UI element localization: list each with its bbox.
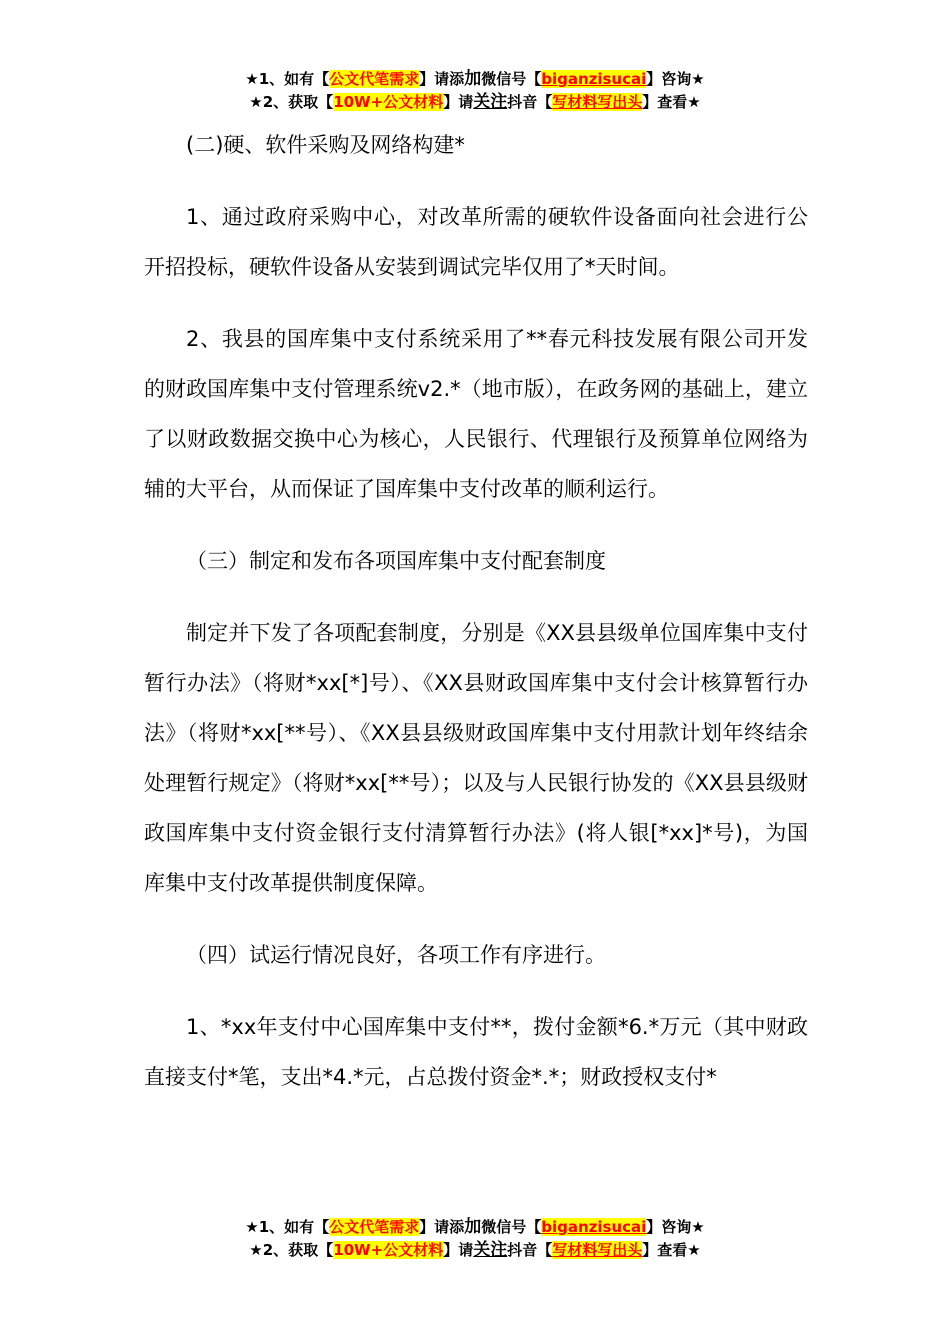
promo-text: 1、如有【 [258, 70, 330, 88]
promo-emphasis: 关注 [473, 1240, 508, 1260]
star-icon: ★ [691, 70, 705, 88]
promo-text: 】咨询 [646, 70, 692, 88]
promo-banner-bottom [0, 1216, 950, 1262]
paragraph: 1、*xx年支付中心国库集中支付**，拨付金额*6.*万元（其中财政直接支付*笔，支出*4.*元，占总拨付资金*.*；财政授权支付* [144, 1015, 808, 1089]
section-heading-4: （四）试运行情况良好，各项工作有序进行。 [186, 943, 606, 967]
wechat-id-link[interactable]: biganzisucai [541, 70, 647, 88]
promo-text: 抖音【 [507, 1241, 553, 1259]
promo-highlight-service: 公文代笔需求 [329, 1218, 420, 1236]
promo-text: 】请添 [419, 70, 465, 88]
star-icon: ★ [245, 1218, 259, 1236]
section-heading-3: （三）制定和发布各项国库集中支付配套制度 [186, 549, 606, 573]
star-icon: ★ [249, 1241, 263, 1259]
promo-banner-top [0, 68, 950, 114]
promo-line-1 [0, 1216, 950, 1239]
promo-emphasis: 关注 [473, 92, 508, 112]
star-icon: ★ [691, 1218, 705, 1236]
promo-emphasis: 加 [464, 69, 482, 89]
promo-highlight-service: 公文代笔需求 [329, 70, 420, 88]
paragraph: 2、我县的国库集中支付系统采用了**春元科技发展有限公司开发的财政国库集中支付管理系统v2.*（地市版），在政务网的基础上，建立了以财政数据交换中心为核心，人民银行、代理银行及预算单位网络为辅的大平台，从而保证了国库集中支付改革的顺利运行。 [144, 327, 808, 501]
promo-text: 微信号【 [481, 1218, 542, 1236]
star-icon: ★ [245, 70, 259, 88]
promo-text: 1、如有【 [258, 1218, 330, 1236]
douyin-account-link[interactable]: 写材料写出头 [552, 93, 643, 111]
promo-highlight-materials: 10W+公文材料 [333, 93, 444, 111]
star-icon: ★ [687, 1241, 701, 1259]
douyin-account-link[interactable]: 写材料写出头 [552, 1241, 643, 1259]
promo-text: 2、获取【 [262, 93, 334, 111]
star-icon: ★ [249, 93, 263, 111]
promo-emphasis: 加 [464, 1217, 482, 1237]
promo-text: 】查看 [642, 93, 688, 111]
document-body [144, 120, 808, 1124]
promo-highlight-materials: 10W+公文材料 [333, 1241, 444, 1259]
paragraph: 制定并下发了各项配套制度，分别是《XX县县级单位国库集中支付暂行办法》（将财*xx[*]号）、《XX县财政国库集中支付会计核算暂行办法》（将财*xx[**号）、《XX县县级财政国库集中支付用款计划年终结余处理暂行规定》（将财*xx[**号）；以及与人民银行协发的《XX县县级财政国库集中支付资金银行支付清算暂行办法》(将人银[*xx]*号)，为国库集中支付改革提供制度保障。 [144, 621, 808, 895]
promo-line-1 [0, 68, 950, 91]
promo-text: 】咨询 [646, 1218, 692, 1236]
star-icon: ★ [687, 93, 701, 111]
promo-text: 】请添 [419, 1218, 465, 1236]
paragraph: 1、通过政府采购中心，对改革所需的硬软件设备面向社会进行公开招投标，硬软件设备从安装到调试完毕仅用了*天时间。 [144, 205, 808, 279]
promo-line-2 [0, 1239, 950, 1262]
promo-text: 微信号【 [481, 70, 542, 88]
section-heading-2: (二)硬、软件采购及网络构建* [186, 133, 465, 157]
promo-line-2 [0, 91, 950, 114]
promo-text: 】请 [443, 1241, 474, 1259]
promo-text: 抖音【 [507, 93, 553, 111]
promo-text: 2、获取【 [262, 1241, 334, 1259]
wechat-id-link[interactable]: biganzisucai [541, 1218, 647, 1236]
promo-text: 】请 [443, 93, 474, 111]
promo-text: 】查看 [642, 1241, 688, 1259]
